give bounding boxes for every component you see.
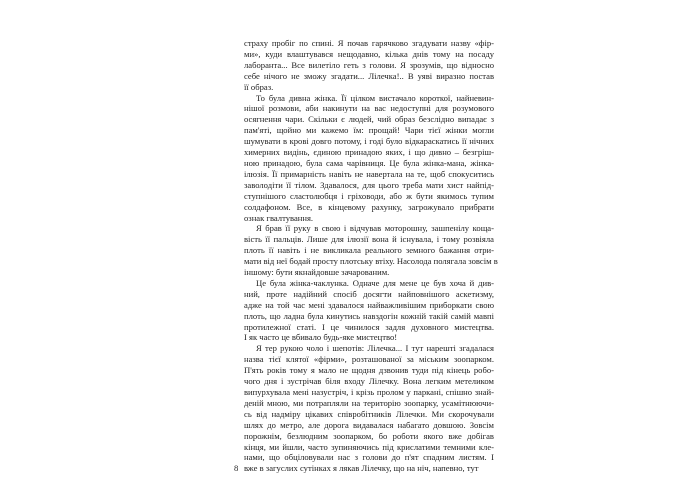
text-line: порожнім, безлюдним зоопарком, бо роботи якого вже добігав bbox=[244, 430, 494, 441]
text-line: П'ять років тому я мало не щодня дзвонив туди під кінець робо- bbox=[244, 365, 494, 376]
text-line: кінця, ми йшли, часто зупиняючись під крислатими темними кле- bbox=[244, 441, 494, 452]
text-line: ний, проте надійний спосіб досягти найповнішого аскетизму, bbox=[244, 288, 494, 299]
text-line: ною принадою, була сама чарівниця. Це була жінка-мана, жінка- bbox=[244, 157, 494, 168]
text-line: сь від надміру цікавих співробітників Лілечки. Ми скорочували bbox=[244, 408, 494, 419]
text-line: пам'яті, щойно ми кажемо їм: прощай! Чари тієї жінки могли bbox=[244, 125, 494, 136]
paragraph bbox=[244, 38, 494, 93]
text-line: адже на той час мені здавалося найважливішим приборкати свою bbox=[244, 299, 494, 310]
text-line: Я тер рукою чоло і шепотів: Лілечка... І тут нарешті згадалася bbox=[256, 343, 494, 354]
text-line: То була дивна жінка. Її цілком вистачало короткої, найневин- bbox=[256, 92, 494, 103]
text-column bbox=[244, 38, 498, 474]
text-line: ознак гвалтування. bbox=[244, 212, 314, 223]
text-line: Це була жінка-чаклунка. Одначе для мене це був хоча й див- bbox=[256, 277, 494, 288]
text-line: себе нічого не зможу згадати... Лілечка!.. В уяві виразно постав bbox=[244, 70, 494, 81]
text-line: вість її пальців. Лише для ілюзії вона й існувала, і тому розвіяла bbox=[244, 234, 494, 245]
text-line: страху пробіг по спині. Я почав гарячково згадувати назву «фір- bbox=[244, 38, 494, 48]
text-line: чого дня і зустрічав біля входу Лілечку. Вона легким метеликом bbox=[244, 376, 494, 387]
text-line: химерних видінь, єдиною принадою яких, і що дивно – безгріш- bbox=[244, 147, 494, 158]
text-line: Я брав її руку в свою і відчував моторошну, зашпенілу кощa- bbox=[256, 223, 494, 234]
text-line: заволодіти її тілом. Здавалося, для цього треба мати хист найпід- bbox=[244, 179, 494, 190]
paragraph bbox=[244, 343, 494, 474]
text-line: нішої розмови, аби накинути на вас недоступні для розумового bbox=[244, 103, 494, 114]
text-line: нами, що обціловували нас з голови до п'ят спадним листям. І bbox=[244, 452, 494, 463]
text-line: осягнення чари. Скільки є людей, чий образ безслідно випадає з bbox=[244, 114, 494, 125]
text-line: ми», куди влаштувався нещодавно, кілька днів тому на посаду bbox=[244, 48, 494, 59]
text-line: солдафоном. Все, в кінцевому рахунку, загрожувало прибрати bbox=[244, 201, 494, 212]
paragraph bbox=[244, 93, 494, 224]
text-line: назва тієї клятої «фірми», розташованої за міським зоопарком. bbox=[244, 354, 494, 365]
text-line: вже в загуслих сутінках я лякав Лілечку, що на ніч, напевно, тут bbox=[244, 463, 479, 474]
text-line: плоть, що ладна була кинутись навздогін кожній такій самій мавпі bbox=[244, 310, 494, 321]
paragraph bbox=[244, 223, 498, 278]
text-line: ілюзія. Її примарність навіть не навертала на те, щоб спокуситись bbox=[244, 168, 494, 179]
text-line: її образ. bbox=[244, 81, 274, 92]
text-line: шумувати в крові довго потому, і годі було відкараскатись її нічних bbox=[244, 136, 494, 147]
text-line: мати від неї бодай просту плотську втіху. Насолода полягала зовсім в bbox=[244, 256, 498, 267]
text-line: деній мною, ми потрапляли на територію зоопарку, усамітнюючи- bbox=[244, 397, 494, 408]
paragraph bbox=[244, 278, 494, 343]
text-line: лаборанта... Все вилетіло геть з голови. Я зрозумів, що відносно bbox=[244, 59, 494, 70]
text-line: випурхувала мені назустріч, і крізь пролом у паркані, спішно знай- bbox=[244, 387, 494, 397]
page-number: 8 bbox=[234, 463, 239, 473]
text-line: ступнішого сластолюбця і гріховоди, або ж бути якимось тупим bbox=[244, 190, 494, 201]
text-line: іншому: бути якнайдовше зачарованим. bbox=[244, 267, 390, 278]
text-line: плоть її навіть і не викликала реального земного бажання отри- bbox=[244, 245, 494, 256]
text-line: І як часто це вбивало будь-яке мистецтво! bbox=[244, 332, 398, 343]
text-line: шлях до метро, але дорога видавалася набагато довшою. Зовсім bbox=[244, 419, 494, 430]
text-line: протилежної статі. І це чинилося задля духовного мистецтва. bbox=[244, 321, 494, 332]
